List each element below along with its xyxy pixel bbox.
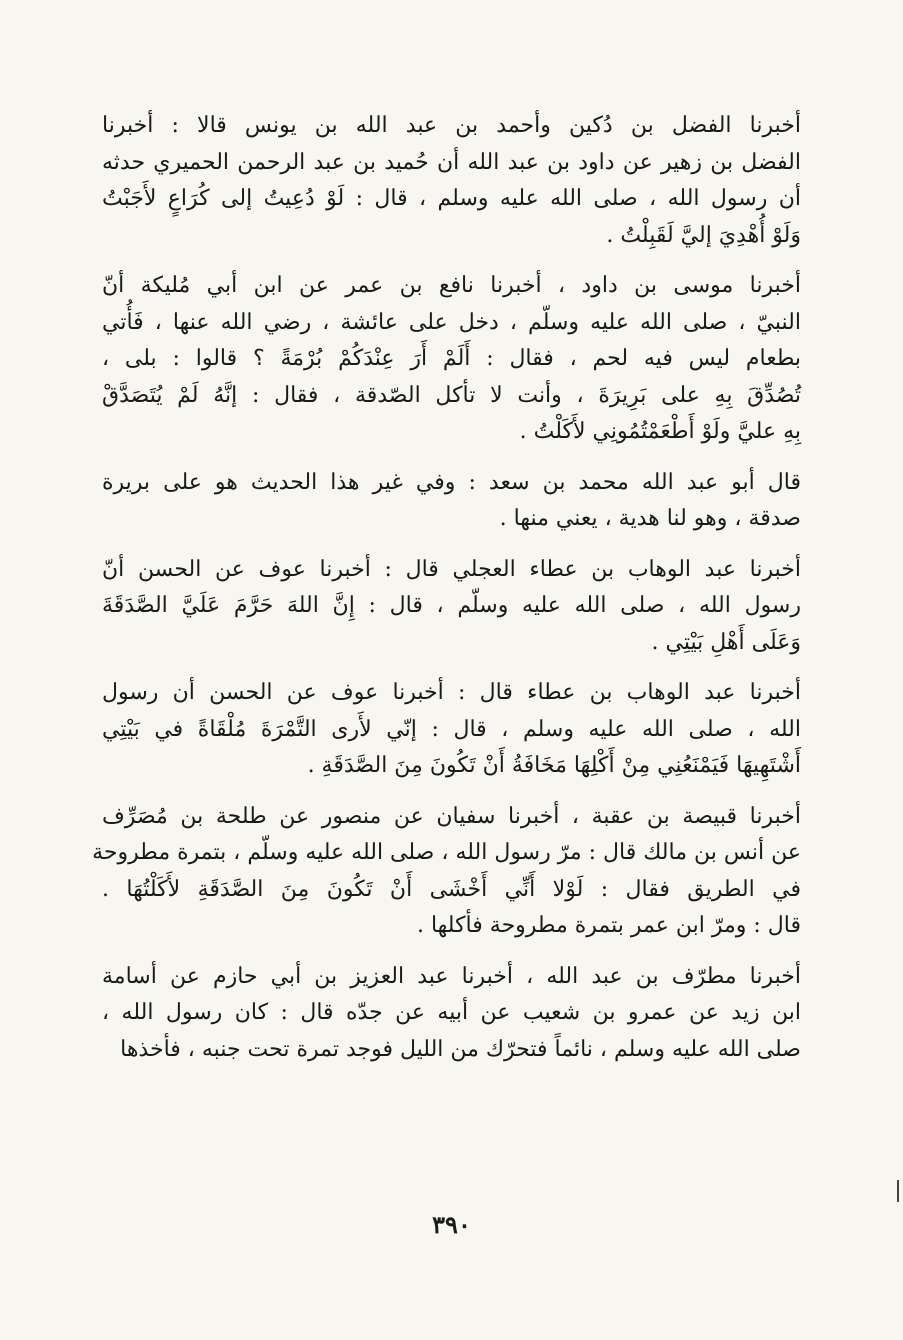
page-number: ٣٩٠ [432,1210,471,1239]
text-line: أخبرنا عبد الوهاب بن عطاء العجلي قال : أخبرنا عوف عن الحسن أنّ [102,556,801,582]
paragraph [102,675,801,785]
text-line: الله ، صلى الله عليه وسلم ، قال : إنّي لأَرى التَّمْرَةَ مُلْقَاةً في بَيْتِي [102,716,801,742]
text-line: قال : ومرّ ابن عمر بتمرة مطروحة فأكلها . [416,913,801,938]
text-line: الفضل بن زهير عن داود بن عبد الله أن حُميد بن عبد الرحمن الحميري حدثه [102,149,801,175]
text-line: بِهِ عليَّ ولَوْ أَطْعَمْتُمُونِي لأَكَلْتُ . [519,419,801,444]
text-line: أن رسول الله ، صلى الله عليه وسلم ، قال : لَوْ دُعِيتُ إلى كُرَاعٍ لأَجَبْتُ [102,186,801,211]
text-body [92,108,801,1068]
text-line: أخبرنا الفضل بن دُكين وأحمد بن عبد الله بن يونس قالا : أخبرنا [102,113,801,138]
text-line: وَلَوْ أُهْدِيَ إليَّ لَقَبِلْتُ . [606,222,801,248]
text-line: النبيّ ، صلى الله عليه وسلّم ، دخل على عائشة ، رضي الله عنها ، فَأُتي [102,309,801,335]
text-line: في الطريق فقال : لَوْلا أَنِّي أَخْشَى أَنْ تَكُونَ مِنَ الصَّدَقَةِ لأَكَلْتُهَا . [102,876,801,902]
text-line: صلى الله عليه وسلم ، نائماً فتحرّك من الليل فوجد تمرة تحت جنبه ، فأخذها [120,1036,801,1062]
paragraph [102,465,801,538]
text-line: أخبرنا عبد الوهاب بن عطاء قال : أخبرنا عوف عن الحسن أن رسول [102,680,801,705]
text-line: بطعام ليس فيه لحم ، فقال : أَلَمْ أَرَ عِنْدَكُمْ بُرْمَةً ؟ قالوا : بلى ، [102,346,801,371]
text-line: أخبرنا مطرّف بن عبد الله ، أخبرنا عبد العزيز بن أبي حازم عن أسامة [102,963,801,989]
text-line: أخبرنا قبيصة بن عقبة ، أخبرنا سفيان عن منصور عن طلحة بن مُصَرِّف [102,803,801,829]
text-line: قال أبو عبد الله محمد بن سعد : وفي غير هذا الحديث هو على بريرة [102,469,801,495]
paragraph [102,959,801,1069]
text-line: أَشْتَهِيهَا فَيَمْنَعُنِي مِنْ أَكْلِهَا مَخَافَةُ أَنْ تَكُونَ مِنَ الصَّدَقَةِ . [307,753,801,778]
text-line: صدقة ، وهو لنا هدية ، يعني منها . [499,506,801,531]
paragraph [102,268,801,451]
text-line: تُصُدِّقَ بِهِ على بَرِيرَةَ ، وأنت لا تأكل الصّدقة ، فقال : إنَّهُ لَمْ يُتَصَدَّقْ [102,382,801,408]
scan-edge-mark [897,1180,899,1202]
paragraph [102,552,801,662]
text-line: وَعَلَى أَهْلِ بَيْتِي . [651,629,801,655]
text-line: رسول الله ، صلى الله عليه وسلّم ، قال : إِنَّ اللهَ حَرَّمَ عَلَيَّ الصَّدَقَةَ [102,593,801,618]
text-line: أخبرنا موسى بن داود ، أخبرنا نافع بن عمر عن ابن أبي مُليكة أنّ [102,273,801,298]
paragraph [92,799,801,945]
paragraph [102,108,801,254]
text-line: ابن زيد عن عمرو بن شعيب عن أبيه عن جدّه قال : كان رسول الله ، [102,1000,801,1025]
text-line: عن أنس بن مالك قال : مرّ رسول الله ، صلى الله عليه وسلّم ، بتمرة مطروحة [92,840,801,865]
